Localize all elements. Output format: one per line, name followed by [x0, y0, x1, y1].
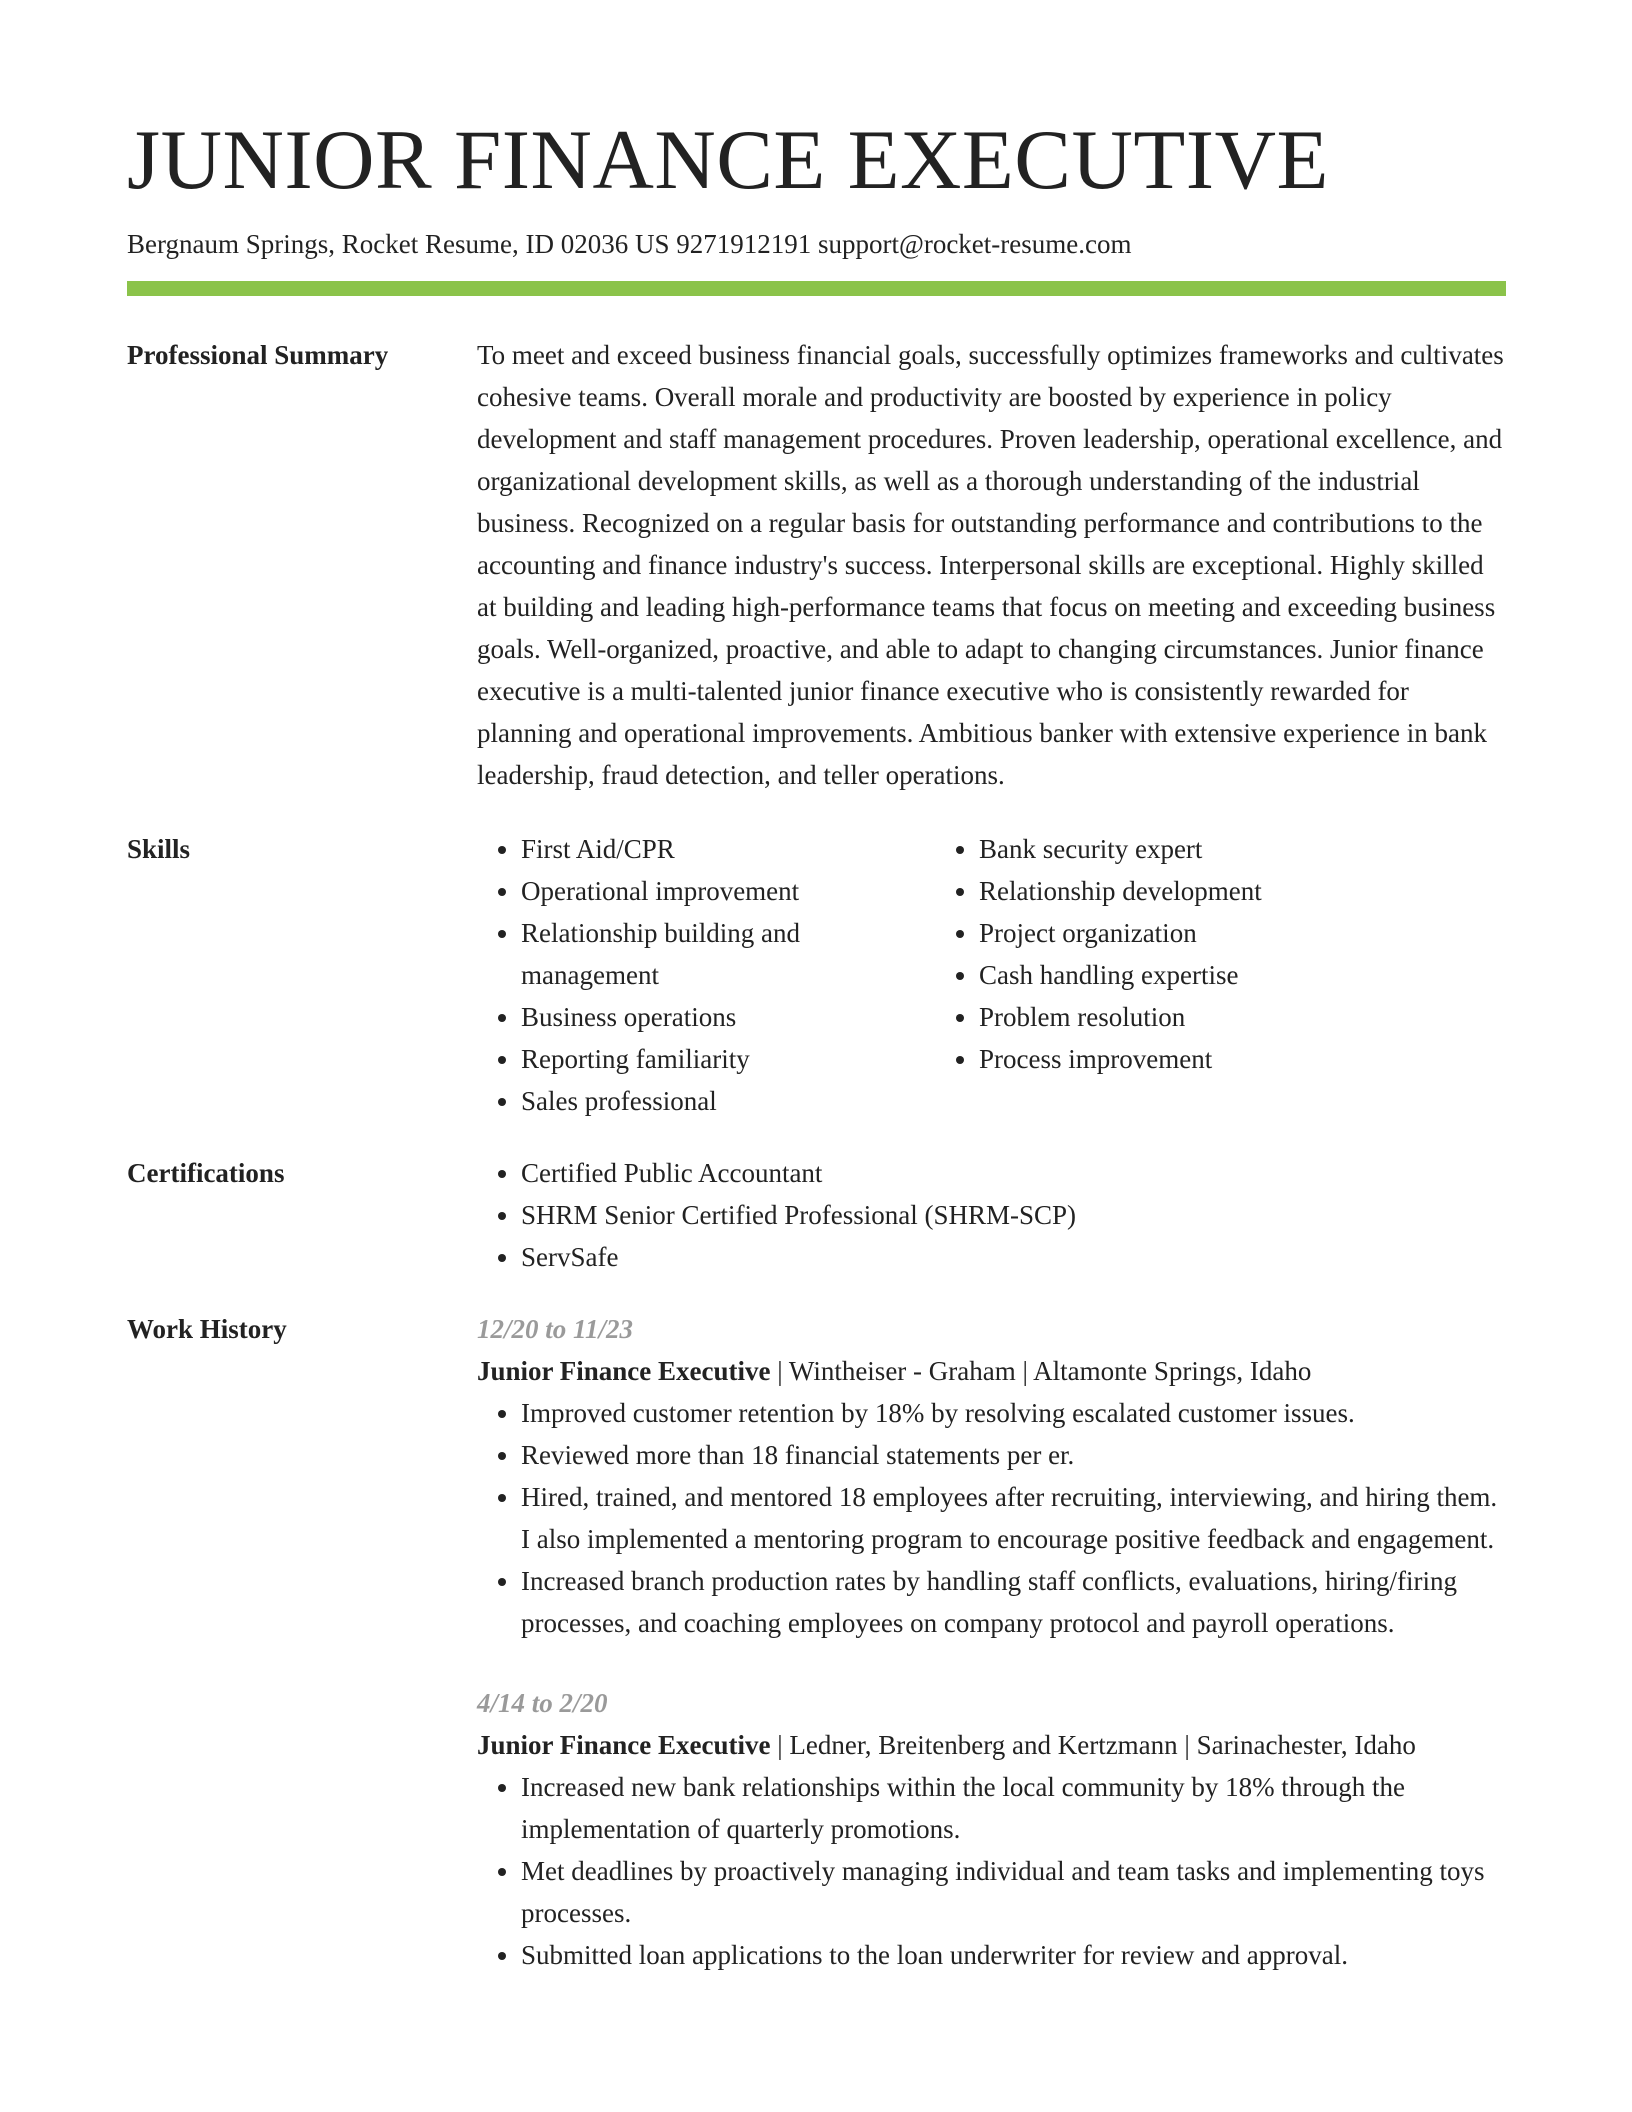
skill-item: • Bank security expert — [979, 828, 1262, 870]
section-label-summary: Professional Summary — [127, 340, 389, 371]
skill-item: • Sales professional — [521, 1080, 935, 1122]
section-label-skills: Skills — [127, 834, 191, 865]
job-bullet: • Increased branch production rates by handling staff conflicts, evaluations, hiring/firing processes, and coaching employees on company protocol and payroll operations. — [521, 1560, 1506, 1644]
skill-item: • Cash handling expertise — [979, 954, 1262, 996]
job-heading — [477, 1350, 1506, 1392]
certifications-section — [127, 1152, 1506, 1278]
job-bullet: • Submitted loan applications to the loan underwriter for review and approval. — [521, 1934, 1506, 1976]
certification-item: • SHRM Senior Certified Professional (SHRM-SCP) — [521, 1194, 1506, 1236]
job-title: Junior Finance Executive — [477, 1356, 771, 1387]
summary-text: To meet and exceed business financial goals, successfully optimizes frameworks and cultivates cohesive teams. Overall morale and productivity are boosted by experience in policy development and staff management procedures. Proven leadership, operational excellence, and organizational development skills, as well as a thorough understanding of the industrial business. Recognized on a regular basis for outstanding performance and contributions to the accounting and finance industry's success. Interpersonal skills are exceptional. Highly skilled at building and leading high-performance teams that focus on meeting and exceeding business goals. Well-organized, proactive, and able to adapt to changing circumstances. Junior finance executive is a multi-talented junior finance executive who is consistently rewarded for planning and operational improvements. Ambitious banker with extensive experience in bank leadership, fraud detection, and teller operations. — [477, 340, 1504, 791]
certifications-list — [477, 1152, 1506, 1278]
section-label-work-history: Work History — [127, 1314, 287, 1345]
certifications-body — [477, 1152, 1506, 1278]
professional-summary-section — [127, 334, 1506, 796]
job-entry — [477, 1682, 1506, 1976]
job-bullet: • Increased new bank relationships within the local community by 18% through the implementation of quarterly promotions. — [521, 1766, 1506, 1850]
job-bullets — [477, 1392, 1506, 1644]
skill-item: • Business operations — [521, 996, 935, 1038]
job-employer-location: | Wintheiser - Graham | Altamonte Springs, Idaho — [770, 1356, 1312, 1387]
skill-item: • Relationship building and management — [521, 912, 935, 996]
summary-body — [477, 334, 1506, 796]
skills-columns — [477, 828, 1506, 1122]
accent-divider — [127, 281, 1506, 296]
skills-body — [477, 828, 1506, 1122]
skill-item: • Process improvement — [979, 1038, 1262, 1080]
skill-item: • First Aid/CPR — [521, 828, 935, 870]
skill-item: • Operational improvement — [521, 870, 935, 912]
job-heading — [477, 1724, 1506, 1766]
skill-item: • Problem resolution — [979, 996, 1262, 1038]
section-label-certifications: Certifications — [127, 1158, 285, 1189]
job-entry — [477, 1308, 1506, 1644]
contact-line: Bergnaum Springs, Rocket Resume, ID 02036 US 9271912191 support@rocket-resume.com — [127, 229, 1132, 259]
resume-title: JUNIOR FINANCE EXECUTIVE — [127, 113, 1329, 207]
job-dates: 4/14 to 2/20 — [477, 1688, 608, 1719]
skill-item: • Relationship development — [979, 870, 1262, 912]
skills-list-left — [477, 828, 935, 1122]
skill-item: • Project organization — [979, 912, 1262, 954]
job-bullets — [477, 1766, 1506, 1976]
skill-item: • Reporting familiarity — [521, 1038, 935, 1080]
job-dates: 12/20 to 11/23 — [477, 1314, 634, 1345]
work-history-section — [127, 1308, 1506, 2014]
skills-list-right — [935, 828, 1262, 1122]
skills-section — [127, 828, 1506, 1122]
work-history-body — [477, 1308, 1506, 2014]
job-bullet: • Reviewed more than 18 financial statements per er. — [521, 1434, 1506, 1476]
certification-item: • Certified Public Accountant — [521, 1152, 1506, 1194]
job-bullet: • Hired, trained, and mentored 18 employees after recruiting, interviewing, and hiring them. I also implemented a mentoring program to encourage positive feedback and engagement. — [521, 1476, 1506, 1560]
job-bullet: • Improved customer retention by 18% by resolving escalated customer issues. — [521, 1392, 1506, 1434]
job-bullet: • Met deadlines by proactively managing individual and team tasks and implementing toys processes. — [521, 1850, 1506, 1934]
certification-item: • ServSafe — [521, 1236, 1506, 1278]
job-employer-location: | Ledner, Breitenberg and Kertzmann | Sarinachester, Idaho — [770, 1730, 1416, 1761]
job-title: Junior Finance Executive — [477, 1730, 771, 1761]
